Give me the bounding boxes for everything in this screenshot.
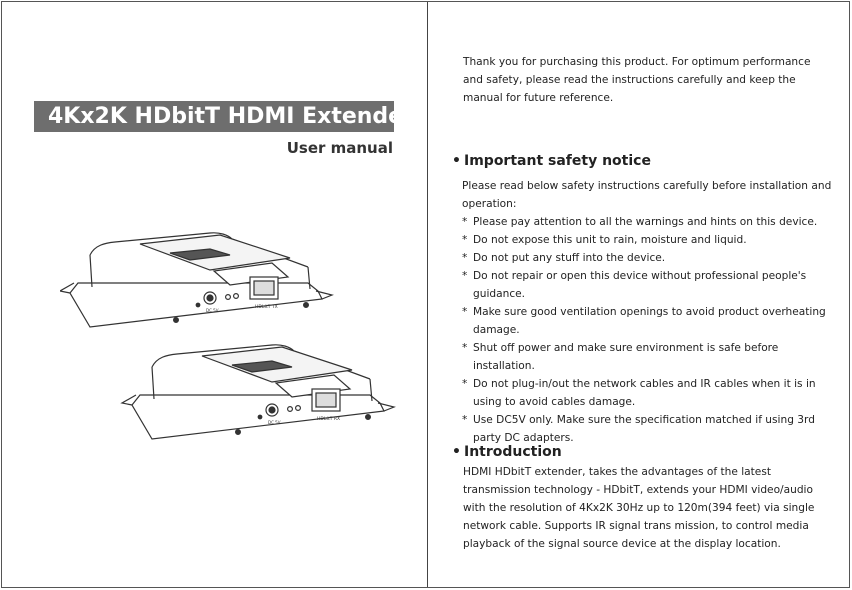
manual-subtitle: User manual <box>286 139 393 157</box>
safety-item: * Please pay attention to all the warnings and hints on this device. <box>462 213 834 231</box>
bullet-icon: • <box>452 153 461 169</box>
safety-heading <box>452 153 651 169</box>
extender-tx-device <box>60 233 332 327</box>
star-icon: * <box>462 306 468 318</box>
star-icon: * <box>462 414 468 426</box>
introduction-heading-text: Introduction <box>464 444 562 460</box>
introduction-heading <box>452 444 562 460</box>
tx-power-label: DC 5V <box>206 308 219 313</box>
extender-rx-device <box>122 345 394 439</box>
star-icon: * <box>462 216 468 228</box>
safety-item: * Do not plug-in/out the network cables and IR cables when it is in using to avoid cables damage. <box>462 375 834 411</box>
star-icon: * <box>462 378 468 390</box>
safety-item: * Use DC5V only. Make sure the specification matched if using 3rd party DC adapters. <box>462 411 834 447</box>
page-divider <box>427 2 428 587</box>
safety-item: * Make sure good ventilation openings to avoid product overheating damage. <box>462 303 834 339</box>
tx-port-label: HDbitT TX <box>255 305 278 310</box>
bullet-icon: • <box>452 444 461 460</box>
safety-item: * Do not repair or open this device without professional people's guidance. <box>462 267 834 303</box>
safety-section <box>462 177 834 447</box>
device-illustration <box>60 225 400 450</box>
safety-heading-text: Important safety notice <box>464 153 651 169</box>
star-icon: * <box>462 270 468 282</box>
safety-item: * Do not put any stuff into the device. <box>462 249 834 267</box>
safety-lead: Please read below safety instructions carefully before installation and operation: <box>462 180 832 210</box>
introduction-body: HDMI HDbitT extender, takes the advantages of the latest transmission technology - HDbitT, extends your HDMI video/audio with the resolution of 4Kx2K 30Hz up to 120m(394 feet) via single network cable. Supports IR signal trans mission, to control media playback of the signal source device at the display location. <box>463 466 815 550</box>
star-icon: * <box>462 234 468 246</box>
rx-power-label: DC 5V <box>268 420 281 425</box>
star-icon: * <box>462 342 468 354</box>
safety-list <box>462 213 834 447</box>
intro-paragraph: Thank you for purchasing this product. For optimum performance and safety, please read the instructions carefully and keep the manual for future reference. <box>463 56 811 104</box>
manual-title: 4Kx2K HDbitT HDMI Extender <box>34 101 394 132</box>
rx-port-label: HDbitT RX <box>317 417 341 422</box>
safety-item: * Shut off power and make sure environment is safe before installation. <box>462 339 834 375</box>
safety-item: * Do not expose this unit to rain, moisture and liquid. <box>462 231 834 249</box>
star-icon: * <box>462 252 468 264</box>
